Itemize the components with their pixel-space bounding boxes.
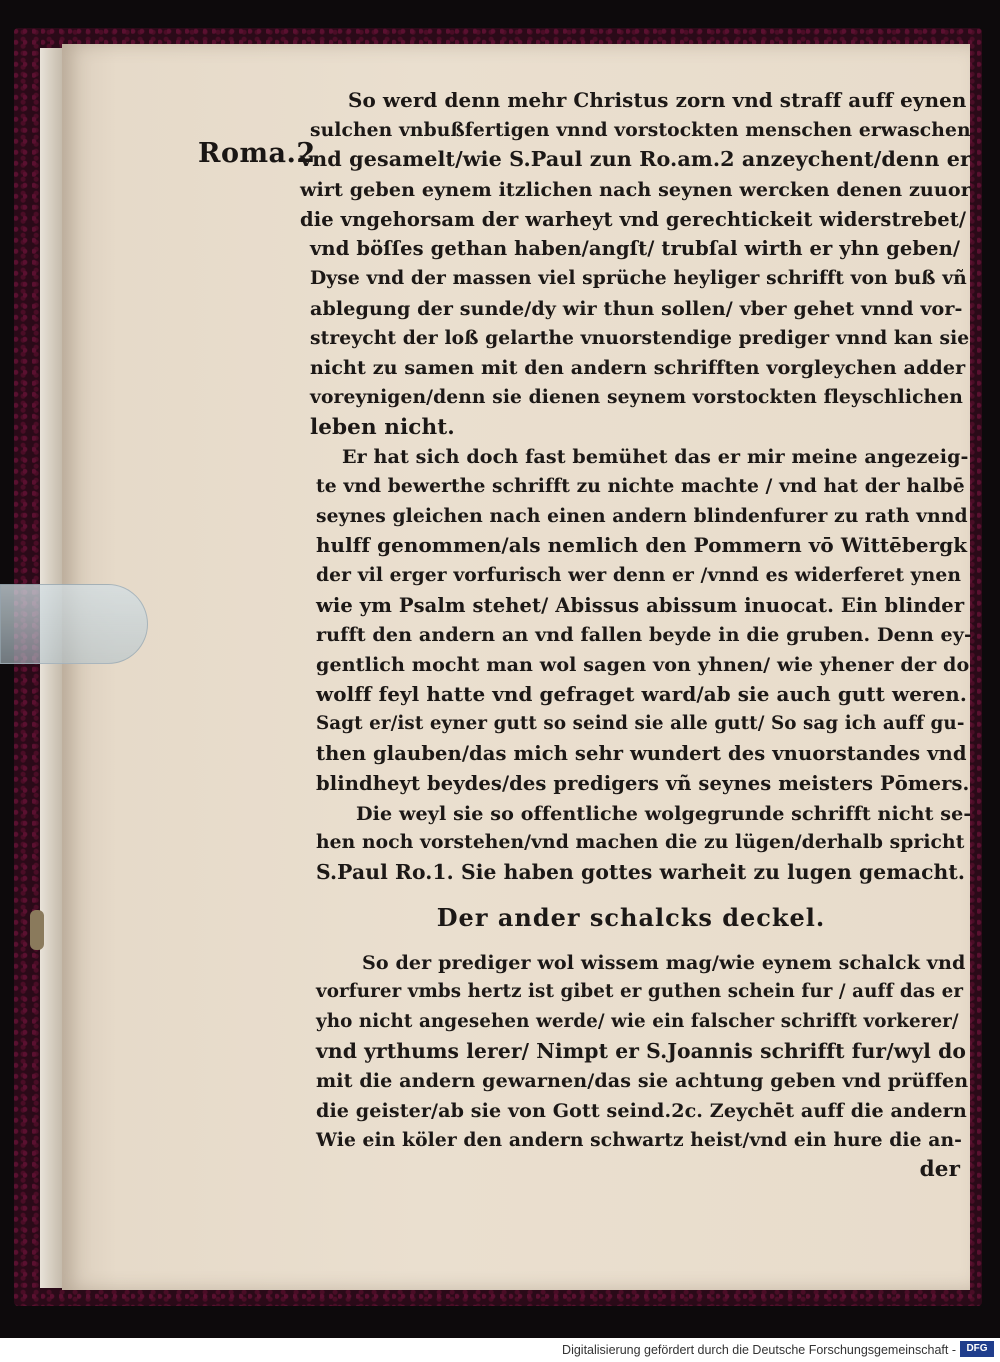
catchword: der — [919, 1157, 960, 1183]
section-heading: Der ander schalcks deckel. — [436, 902, 826, 932]
text-line: hulff genommen/als nemlich den Pommern vō Wittēbergk — [316, 533, 968, 558]
text-line: Wie ein köler den andern schwartz heist/vnd ein hure die an- — [316, 1128, 962, 1151]
text-line: hen noch vorstehen/vnd machen die zu lügen/derhalb spricht — [316, 831, 965, 854]
page-holder-pin — [30, 910, 44, 950]
text-line: gentlich mocht man wol sagen von yhnen/ wie yhener der do — [316, 653, 970, 677]
text-line: vorfurer vmbs hertz ist gibet er guthen schein fur / auff das er — [316, 981, 964, 1003]
text-block — [300, 86, 972, 1185]
paragraph-4 — [300, 948, 972, 1186]
text-line: leben nicht. — [310, 414, 455, 440]
text-line: voreynigen/denn sie dienen seynem vorstockten fleyschlichen — [310, 385, 963, 408]
margin-note: Roma.2 — [198, 138, 316, 169]
text-line: Dyse vnd der massen viel sprüche heyliger schrifft von buß vñ — [310, 267, 967, 290]
paragraph-1 — [300, 86, 972, 442]
text-line: vnd yrthums lerer/ Nimpt er S.Joannis schrifft fur/wyl do — [316, 1038, 967, 1063]
text-line: sulchen vnbußfertigen vnnd vorstockten menschen erwaschen — [310, 118, 971, 141]
text-line: te vnd bewerthe schrifft zu nichte machte / vnd hat der halbē — [316, 474, 965, 497]
text-line: So werd denn mehr Christus zorn vnd straff auff eynen — [348, 88, 967, 112]
text-line: seynes gleichen nach einen andern blindenfurer zu rath vnnd — [316, 504, 968, 527]
text-line: nicht zu samen mit den andern schrifften vorgleychen adder — [310, 356, 966, 380]
text-line: mit die andern gewarnen/das sie achtung geben vnd prüffen — [316, 1069, 969, 1093]
text-line: wolff feyl hatte vnd gefraget ward/ab sie auch gutt weren. — [316, 681, 967, 706]
text-line: then glauben/das mich sehr wundert des vnuorstandes vnd — [316, 742, 967, 766]
text-line: Er hat sich doch fast bemühet das er mir meine angezeig- — [342, 445, 969, 469]
text-line: vnd böſſes gethan haben/angſt/ trubſal wirth er yhn geben/ — [310, 237, 961, 261]
text-line: wie ym Psalm stehet/ Abissus abissum inuocat. Ein blinder — [316, 593, 965, 617]
text-line: streycht der loß gelarthe vnuorstendige prediger vnnd kan sie — [310, 326, 970, 349]
footer-bar — [0, 1338, 1000, 1362]
text-line: wirt geben eynem itzlichen nach seynen wercken denen zuuor — [300, 178, 971, 202]
text-line: Die weyl sie so offentliche wolgegrunde schrifft nicht se- — [356, 801, 972, 825]
text-line: die vngehorsam der warheyt vnd gerechtickeit widerstrebet/ — [300, 207, 967, 231]
text-line: vnd gesamelt/wie S.Paul zun Ro.am.2 anzeychent/denn er — [300, 147, 972, 172]
text-line: S.Paul Ro.1. Sie haben gottes warheit zu lugen gemacht. — [316, 859, 966, 884]
dfg-logo: DFG — [960, 1341, 994, 1357]
text-line: rufft den andern an vnd fallen beyde in die gruben. Denn ey- — [316, 623, 973, 647]
funding-credit: Digitalisierung gefördert durch die Deutsche Forschungsgemeinschaft - — [562, 1343, 956, 1357]
text-line: die geister/ab sie von Gott seind.2c. Zeychēt auff die andern — [316, 1099, 967, 1122]
page-clip — [0, 584, 148, 664]
paragraph-2 — [300, 442, 972, 798]
paragraph-3 — [300, 799, 972, 888]
text-line: So der prediger wol wissem mag/wie eynem schalck vnd — [362, 950, 966, 974]
text-line: yho nicht angesehen werde/ wie ein falscher schrifft vorkerer/ — [316, 1010, 959, 1032]
text-line: Sagt er/ist eyner gutt so seind sie alle gutt/ So sag ich auff gu- — [316, 713, 965, 735]
text-line: ablegung der sunde/dy wir thun sollen/ vber gehet vnnd vor- — [310, 296, 963, 320]
text-line: blindheyt beydes/des predigers vñ seynes meisters Pōmers. — [316, 771, 970, 795]
text-line: der vil erger vorfurisch wer denn er /vnnd es widerferet ynen — [316, 564, 962, 586]
